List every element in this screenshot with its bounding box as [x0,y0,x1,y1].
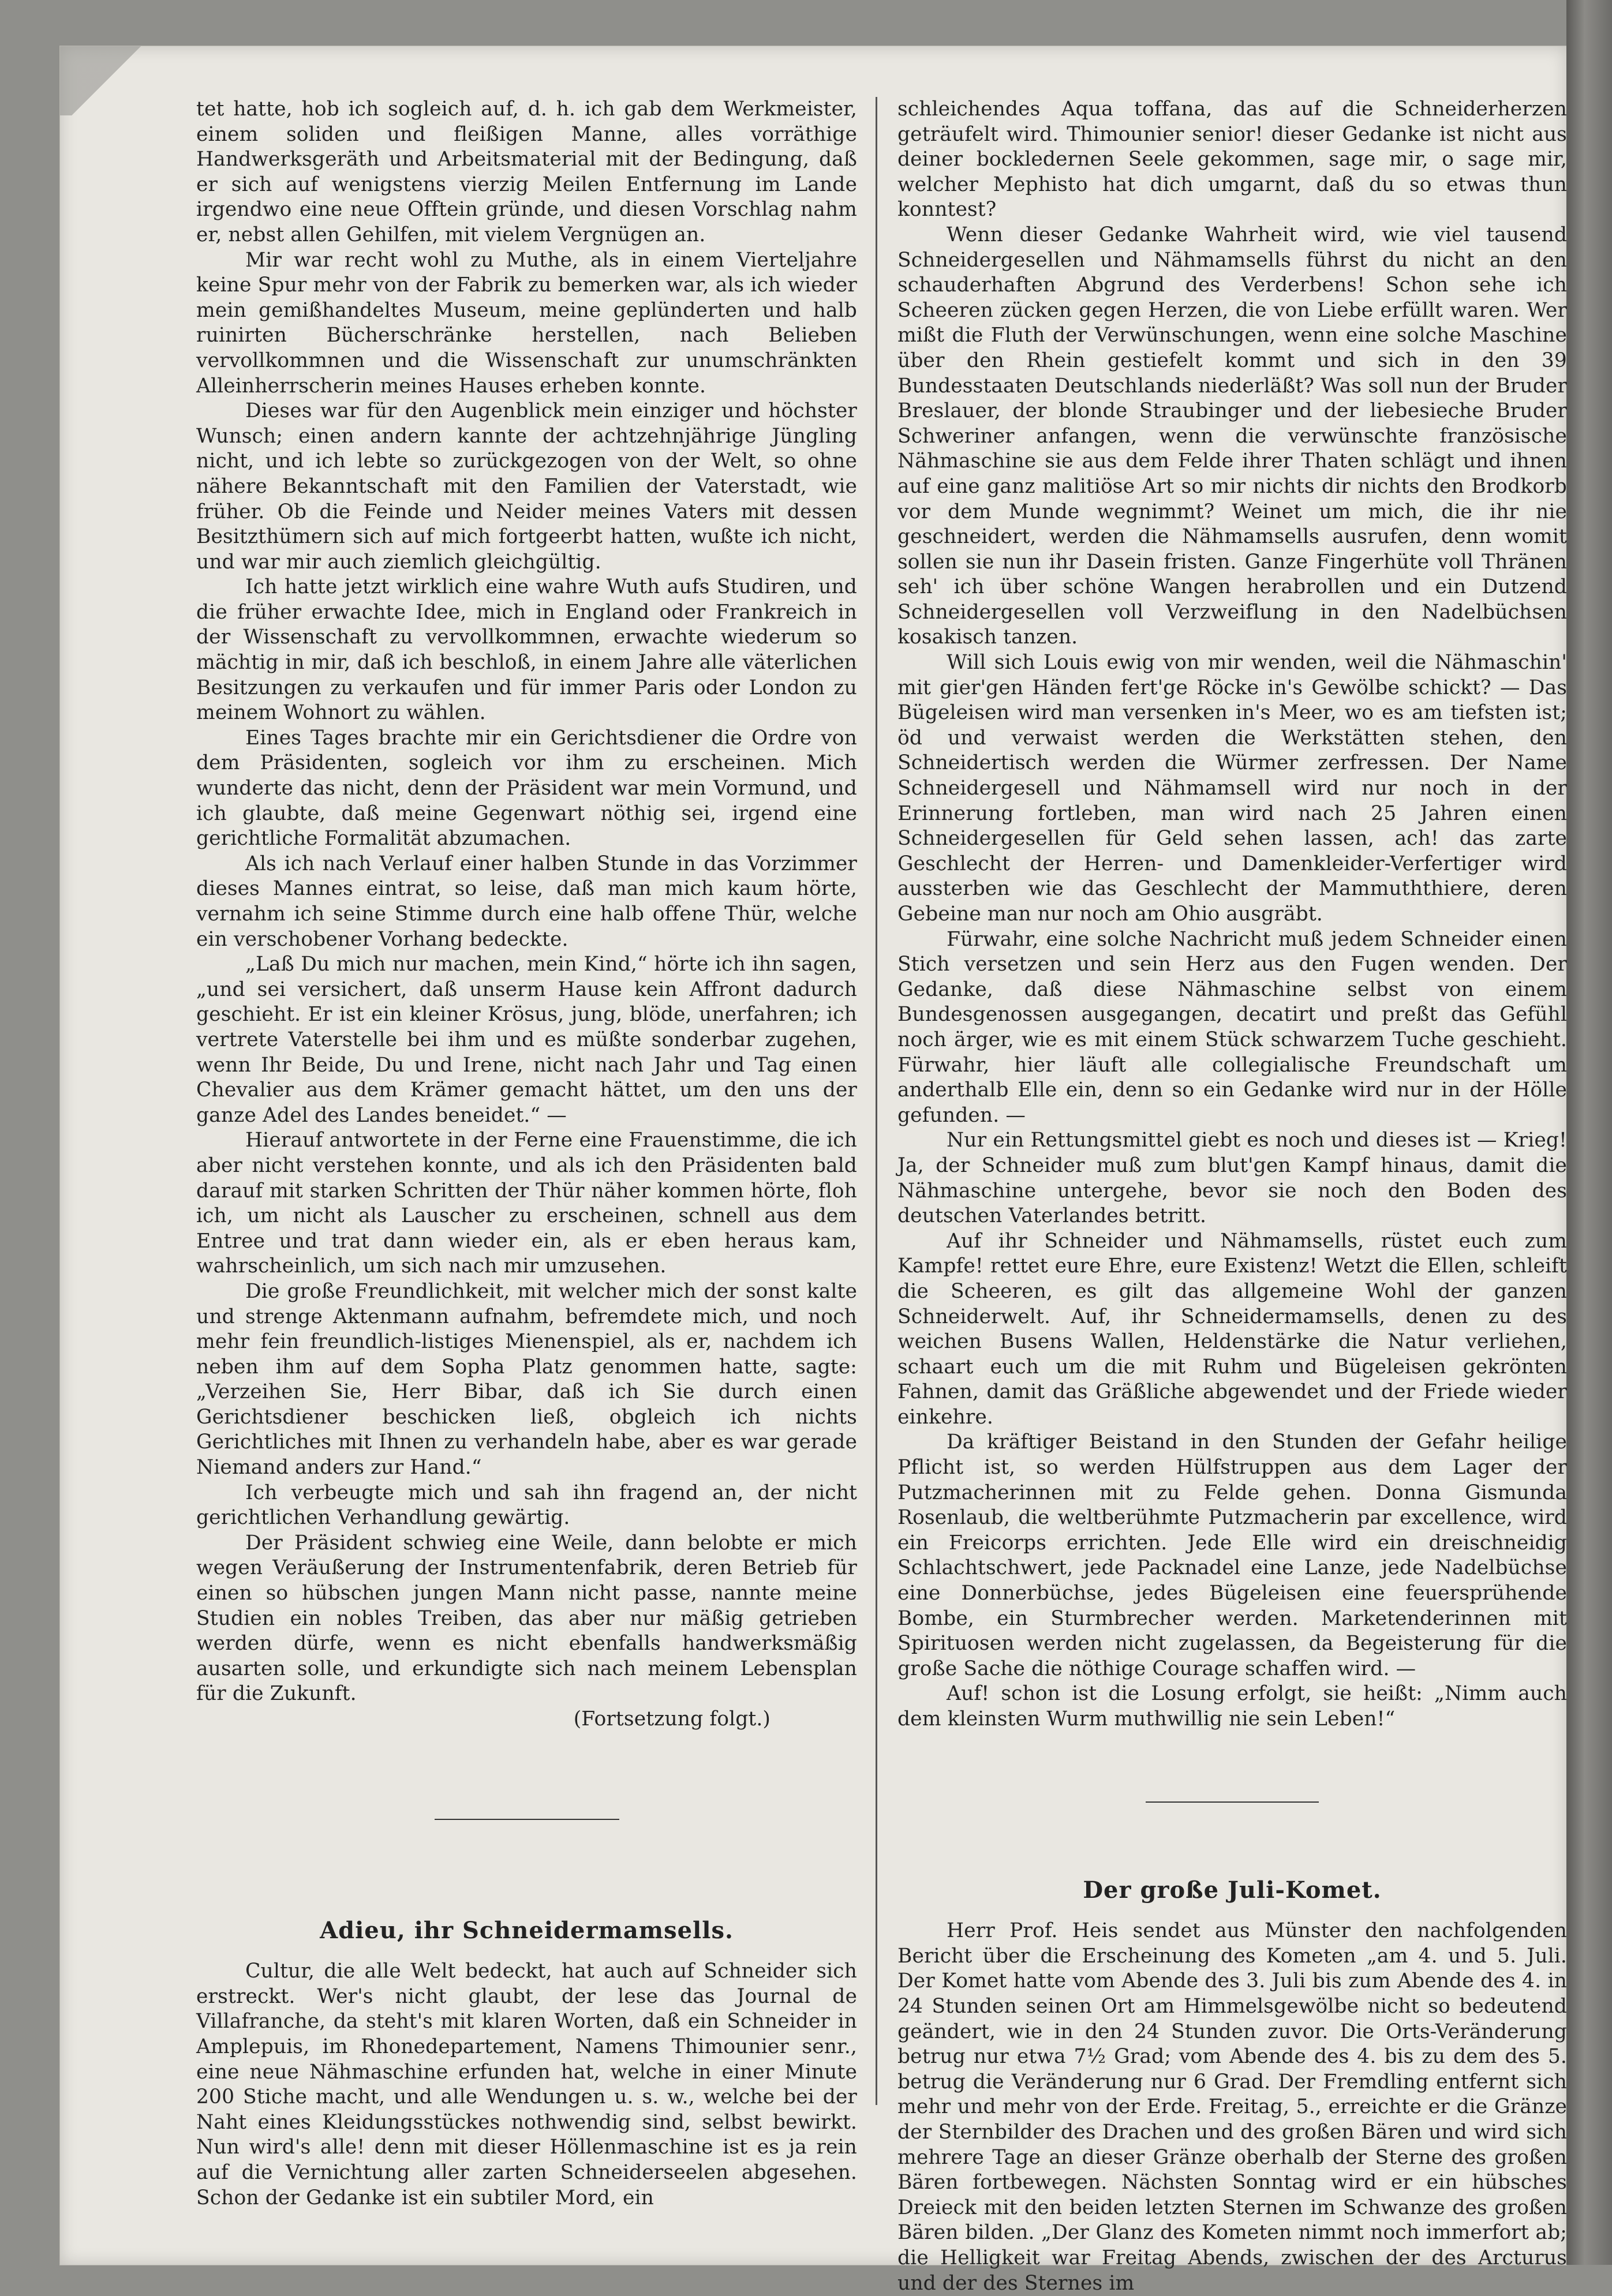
article-paragraph: Auf ihr Schneider und Nähmamsells, rüstet euch zum Kampfe! rettet eure Ehre, eure Existenz! Wetzt die Ellen, schleift die Scheeren, es gilt das allgemeine Wohl der ganzen Schneiderwelt. Auf, ihr Schneidermamsells, denen zu des weichen Busens Wallen, Heldenstärke die Natur verliehen, schaart euch um die mit Ruhm und Bügeleisen gekrönten Fahnen, damit das Gräßliche abgewendet und der Friede wieder einkehre. [897,1229,1567,1429]
article-paragraph: Will sich Louis ewig von mir wenden, weil die Nähmaschin' mit gier'gen Händen fert'ge Röcke in's Gewölbe schickt? — Das Bügeleisen wird man versenken in's Meer, wo es am tiefsten ist; öd und verwaist werden die Werkstätten stehen, den Schneidertisch werden die Würmer zerfressen. Der Name Schneidergesell und Nähmamsell wird nur noch in der Erinnerung fortleben, man wird nach 25 Jahren einen Schneidergesellen für Geld sehen lassen, ach! das zarte Geschlecht der Herren- und Damenkleider-Verfertiger wird aussterben wie das Geschlecht der Mammuththiere, deren Gebeine man nur noch am Ohio ausgräbt. [897,651,1567,926]
story-paragraph: Eines Tages brachte mir ein Gerichtsdiener die Ordre von dem Präsidenten, sogleich vor ihm zu erscheinen. Mich wunderte das nicht, denn der Präsident war mein Vormund, und ich glaubte, daß meine Gegenwart nöthig sei, irgend eine gerichtliche Formalität abzumachen. [196,726,857,851]
story-paragraph: Hierauf antwortete in der Ferne eine Frauenstimme, die ich aber nicht verstehen konnte, und als ich den Präsidenten bald darauf mit starken Schritten der Thür näher kommen hörte, floh ich, um nicht als Lauscher zu erscheinen, schnell aus dem Entree und trat dann wieder ein, als er eben heraus kam, wahrscheinlich, um sich nach mir umzusehen. [196,1129,857,1278]
article-paragraph: Herr Prof. Heis sendet aus Münster den nachfolgenden Bericht über die Erscheinung des Kometen „am 4. und 5. Juli. Der Komet hatte vom Abende des 3. Juli bis zum Abende des 4. in 24 Stunden seinen Ort am Himmelsgewölbe nicht so bedeutend geändert, wie in den 24 Stunden zuvor. Die Orts-Veränderung betrug nur etwa 7½ Grad; vom Abende des 4. bis zu dem des 5. betrug die Veränderung nur 6 Grad. Der Fremdling entfernt sich mehr und mehr von der Erde. Freitag, 5., erreichte er die Gränze der Sternbilder des Drachen und des großen Bären und wird sich mehrere Tage an dieser Gränze oberhalb der Sterne des großen Bären fortbewegen. Nächsten Sonntag wird er ein hübsches Dreieck mit den beiden letzten Sternen im Schwanze des großen Bären bilden. „Der Glanz des Kometen nimmt noch immerfort ab; die Helligkeit war Freitag Abends, zwischen der des Arcturus und der des Sternes im [897,1919,1567,2295]
story-paragraph: Mir war recht wohl zu Muthe, als in einem Vierteljahre keine Spur mehr von der Fabrik zu bemerken war, als ich wieder mein gemißhandeltes Museum, meine geplünderten und halb ruinirten Bücherschränke herstellen, nach Belieben vervollkommnen und die Wissenschaft zur unumschränkten Alleinherrscherin meines Hauses erheben konnte. [196,248,857,398]
article-paragraph: Nur ein Rettungsmittel giebt es noch und dieses ist — Krieg! Ja, der Schneider muß zum blut'gen Kampf hinaus, damit die Nähmaschine untergehe, bevor sie noch den Boden des deutschen Vaterlandes betritt. [897,1129,1567,1228]
column-divider [876,97,877,2105]
story-paragraph: Die große Freundlichkeit, mit welcher mich der sonst kalte und strenge Aktenmann aufnahm, befremdete mich, und noch mehr fein freundlich-listiges Mienenspiel, als er, nachdem ich neben ihm auf dem Sopha Platz genommen hatte, sagte: „Verzeihen Sie, Herr Bibar, daß ich Sie durch einen Gerichtsdiener beschicken ließ, obgleich ich nichts Gerichtliches mit Ihnen zu verhandeln habe, aber es war gerade Niemand anders zur Hand.“ [196,1279,857,1480]
article-headline: Adieu, ihr Schneidermamsells. [320,1916,734,1944]
article-paragraph: Wenn dieser Gedanke Wahrheit wird, wie viel tausend Schneidergesellen und Nähmamsells führst du nicht an den schauderhaften Abgrund des Verderbens! Schon sehe ich Scheeren zücken gegen Herzen, die von Liebe erfüllt waren. Wer mißt die Fluth der Verwünschungen, wenn eine solche Maschine über den Rhein gestiefelt kommt und sich in den 39 Bundesstaaten Deutschlands niederläßt? Was soll nun der Bruder Breslauer, der blonde Straubinger und der liebesieche Bruder Schweriner anfangen, wenn die verwünschte französische Nähmaschine sie aus dem Felde ihrer Thaten schlägt und ihnen auf eine ganz malitiöse Art so mir nichts dir nichts den Brodkorb vor dem Munde wegnimmt? Weinet um mich, die ihr nie geschneidert, werden die Nähmamsells ausrufen, denn womit sollen sie nun ihr Dasein fristen. Ganze Fingerhüte voll Thränen seh' ich über schöne Wangen herabrollen und ein Dutzend Schneidergesellen voll Verzweiflung in den Nadelbüchsen kosakisch tanzen. [897,223,1567,649]
left-column [196,97,857,2211]
article-paragraph: Auf! schon ist die Losung erfolgt, sie heißt: „Nimm auch dem kleinsten Wurm muthwillig nie sein Leben!“ [897,1682,1567,1731]
folded-corner [60,46,152,115]
article-paragraph: Cultur, die alle Welt bedeckt, hat auch auf Schneider sich erstreckt. Wer's nicht glaubt, der lese das Journal de Villafranche, da steht's mit klaren Worten, daß ein Schneider in Amplepuis, im Rhonedepartement, Namens Thimounier senr., eine neue Nähmaschine erfunden hat, welche in einer Minute 200 Stiche macht, und alle Wendungen u. s. w., welche bei der Naht eines Kleidungsstückes nothwendig sind, selbst bewirkt. Nun wird's alle! denn mit dieser Höllenmaschine ist es ja rein auf die Vernichtung aller zarten Schneiderseelen abgesehen. Schon der Gedanke ist ein subtiler Mord, ein [196,1960,857,2209]
section-divider [435,1819,619,1820]
story-paragraph: Der Präsident schwieg eine Weile, dann belobte er mich wegen Veräußerung der Instrumentenfabrik, deren Betrieb für einen so hübschen jungen Mann nicht passe, nannte meine Studien ein nobles Treiben, das aber nur mäßig getrieben werden dürfe, wenn es nicht ebenfalls handwerksmäßig ausarten solle, und erkundigte sich nach meinem Lebensplan für die Zukunft. [196,1531,857,1706]
story-paragraph: tet hatte, hob ich sogleich auf, d. h. ich gab dem Werkmeister, einem soliden und fleißigen Manne, alles vorräthige Handwerksgeräth und Arbeitsmaterial mit der Bedingung, daß er sich auf wenigstens vierzig Meilen Entfernung im Lande irgendwo eine neue Offtein gründe, und diesen Vorschlag nahm er, nebst allen Gehilfen, mit vielem Vergnügen an. [196,98,857,246]
story-paragraph: Als ich nach Verlauf einer halben Stunde in das Vorzimmer dieses Mannes eintrat, so leise, daß man mich kaum hörte, vernahm ich seine Stimme durch eine halb offene Thür, welche ein verschobener Vorhang bedeckte. [196,852,857,951]
article-headline: Der große Juli-Komet. [1083,1876,1382,1904]
continuation-note: (Fortsetzung folgt.) [573,1707,771,1731]
article-paragraph: Da kräftiger Beistand in den Stunden der Gefahr heilige Pflicht ist, so werden Hülfstruppen aus dem Lager der Putzmacherinnen mit zu Felde gehen. Donna Gismunda Rosenlaub, die weltberühmte Putzmacherin par excellence, wird ein Freicorps errichten. Jede Elle wird ein dreischneidig Schlachtschwert, jede Packnadel eine Lanze, jede Nadelbüchse eine Donnerbüchse, jedes Bügeleisen eine feuersprühende Bombe, ein Sturmbrecher werden. Marketenderinnen mit Spirituosen werden nicht zugelassen, da Begeisterung für die große Sache die nöthige Courage schaffen wird. — [897,1430,1567,1680]
article-paragraph: Fürwahr, eine solche Nachricht muß jedem Schneider einen Stich versetzen und sein Herz aus den Fugen wenden. Der Gedanke, daß diese Nähmaschine selbst von einem Bundesgenossen ausgegangen, decatirt und preßt das Gefühl noch ärger, wie es mit einem Stück schwarzem Tuche geschieht. Fürwahr, hier läuft alle collegialische Freundschaft um anderthalb Elle ein, denn so ein Gedanke wird nur in der Hölle gefunden. — [897,927,1567,1127]
section-divider [1146,1801,1319,1803]
article-paragraph: schleichendes Aqua toffana, das auf die Schneiderherzen geträufelt wird. Thimounier senior! dieser Gedanke ist nicht aus deiner bockledernen Seele gekommen, sage mir, o sage mir, welcher Mephisto hat dich umgarnt, daß du so etwas thun konntest? [897,98,1567,222]
story-paragraph: „Laß Du mich nur machen, mein Kind,“ hörte ich ihn sagen, „und sei versichert, daß unserm Hause kein Affront dadurch geschieht. Er ist ein kleiner Krösus, jung, blöde, unerfahren; ich vertrete Vaterstelle bei ihm und es müßte sonderbar zugehen, wenn Ihr Beide, Du und Irene, nicht nach Jahr und Tag einen Chevalier aus dem Krämer gemacht hättet, um den uns der ganze Adel des Landes beneidet.“ — [196,953,857,1127]
scanner-edge [1566,0,1612,2265]
story-paragraph: Dieses war für den Augenblick mein einziger und höchster Wunsch; einen andern kannte der achtzehnjährige Jüngling nicht, und ich lebte so zurückgezogen von der Welt, so ohne nähere Bekanntschaft mit den Familien der Vaterstadt, wie früher. Ob die Feinde und Neider meines Vaters mit dessen Besitzthümern sich auf mich fortgeerbt hatten, wußte ich nicht, und war mir auch ziemlich gleichgültig. [196,399,857,574]
right-column [897,97,1567,2296]
story-paragraph: Ich hatte jetzt wirklich eine wahre Wuth aufs Studiren, und die früher erwachte Idee, mich in England oder Frankreich in der Wissenschaft zu vervollkommnen, erwachte wiederum so mächtig in mir, daß ich beschloß, in einem Jahre alle väterlichen Besitzungen zu verkaufen und für immer Paris oder London zu meinem Wohnort zu wählen. [196,575,857,725]
story-paragraph: Ich verbeugte mich und sah ihn fragend an, der nicht gerichtlichen Verhandlung gewärtig. [196,1481,857,1530]
